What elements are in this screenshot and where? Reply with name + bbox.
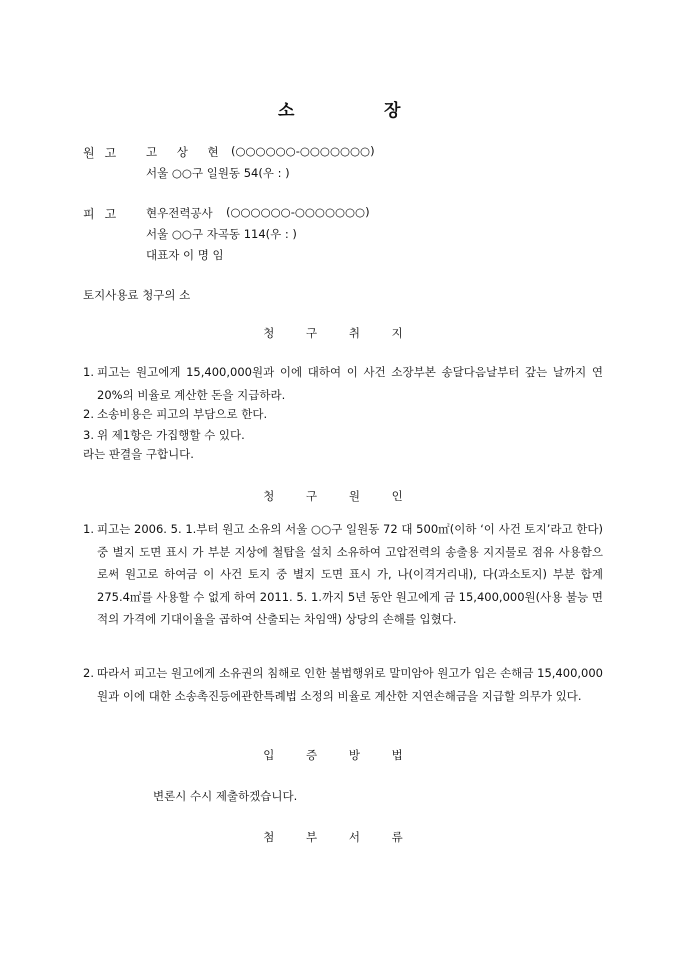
item-number: 3. — [83, 428, 94, 442]
plaintiff-id: (○○○○○○-○○○○○○○) — [231, 144, 375, 158]
item-text: 피고는 원고에게 15,400,000원과 이에 대하여 이 사건 소장부본 송달다음날부터 갚는 날까지 연 20%의 비율로 계산한 돈을 지급하라. — [97, 365, 603, 402]
claim-purpose-item-2 — [83, 403, 603, 426]
claim-cause-item-2 — [83, 662, 603, 707]
item-text: 소송비용은 피고의 부담으로 한다. — [97, 407, 268, 421]
claim-purpose-closing: 라는 판결을 구합니다. — [83, 447, 194, 461]
plaintiff-label: 원고 — [83, 146, 127, 160]
item-text: 따라서 피고는 원고에게 소유권의 침해로 인한 불법행위로 말미암아 원고가 입은 손해금 15,400,000원과 이에 대한 소송촉진등에관한특례법 소정의 비율로 계산한 지연손해금을 지급할 의무가 있다. — [97, 666, 603, 703]
title-first-char: 소 — [278, 101, 295, 121]
defendant-address: 서울 ○○구 자곡동 114(우 : ) — [146, 227, 297, 241]
item-number: 1. — [83, 365, 94, 379]
evidence-heading: 입 증 방 법 — [263, 748, 417, 762]
claim-cause-item-1 — [83, 518, 603, 631]
defendant-id: (○○○○○○-○○○○○○○) — [226, 205, 370, 219]
evidence-text: 변론시 수시 제출하겠습니다. — [153, 789, 298, 803]
item-text: 피고는 2006. 5. 1.부터 원고 소유의 서울 ○○구 일원동 72 대 500㎡(이하 ‘이 사건 토지’라고 한다) 중 별지 도면 표시 가 부분 지상에 철탑을 설치 소유하여 고압전력의 송출용 지지물로 점유 사용함으로써 원고로 하여금 이 사건 토지 중 별지 도면 표시 가, 나(이격거리내), 다(과소토지) 부분 합계 275.4㎡를 사용할 수 없게 하여 2011. 5. 1.까지 5년 동안 원고에게 금 15,400,000원(사용 불능 면적의 가격에 기대이율을 곱하여 산출되는 차임액) 상당의 손해를 입혔다. — [97, 522, 603, 626]
title-second-char: 장 — [384, 101, 401, 121]
claim-purpose-heading: 청 구 취 지 — [263, 326, 417, 340]
item-number: 1. — [83, 522, 94, 536]
claim-purpose-item-1 — [83, 361, 603, 406]
item-number: 2. — [83, 407, 94, 421]
claim-cause-heading: 청 구 원 인 — [263, 489, 417, 503]
item-text: 위 제1항은 가집행할 수 있다. — [97, 428, 245, 442]
attachments-heading: 첨 부 서 류 — [263, 830, 417, 844]
plaintiff-address: 서울 ○○구 일원동 54(우 : ) — [146, 166, 290, 180]
defendant-representative: 대표자 이 명 임 — [146, 248, 224, 262]
claim-purpose-item-3 — [83, 424, 603, 447]
case-title: 토지사용료 청구의 소 — [83, 288, 191, 302]
defendant-name: 현우전력공사 — [146, 206, 213, 220]
defendant-label: 피고 — [83, 207, 127, 221]
plaintiff-name: 고 상 현 — [146, 145, 227, 159]
document-title — [0, 96, 680, 121]
item-number: 2. — [83, 666, 94, 680]
